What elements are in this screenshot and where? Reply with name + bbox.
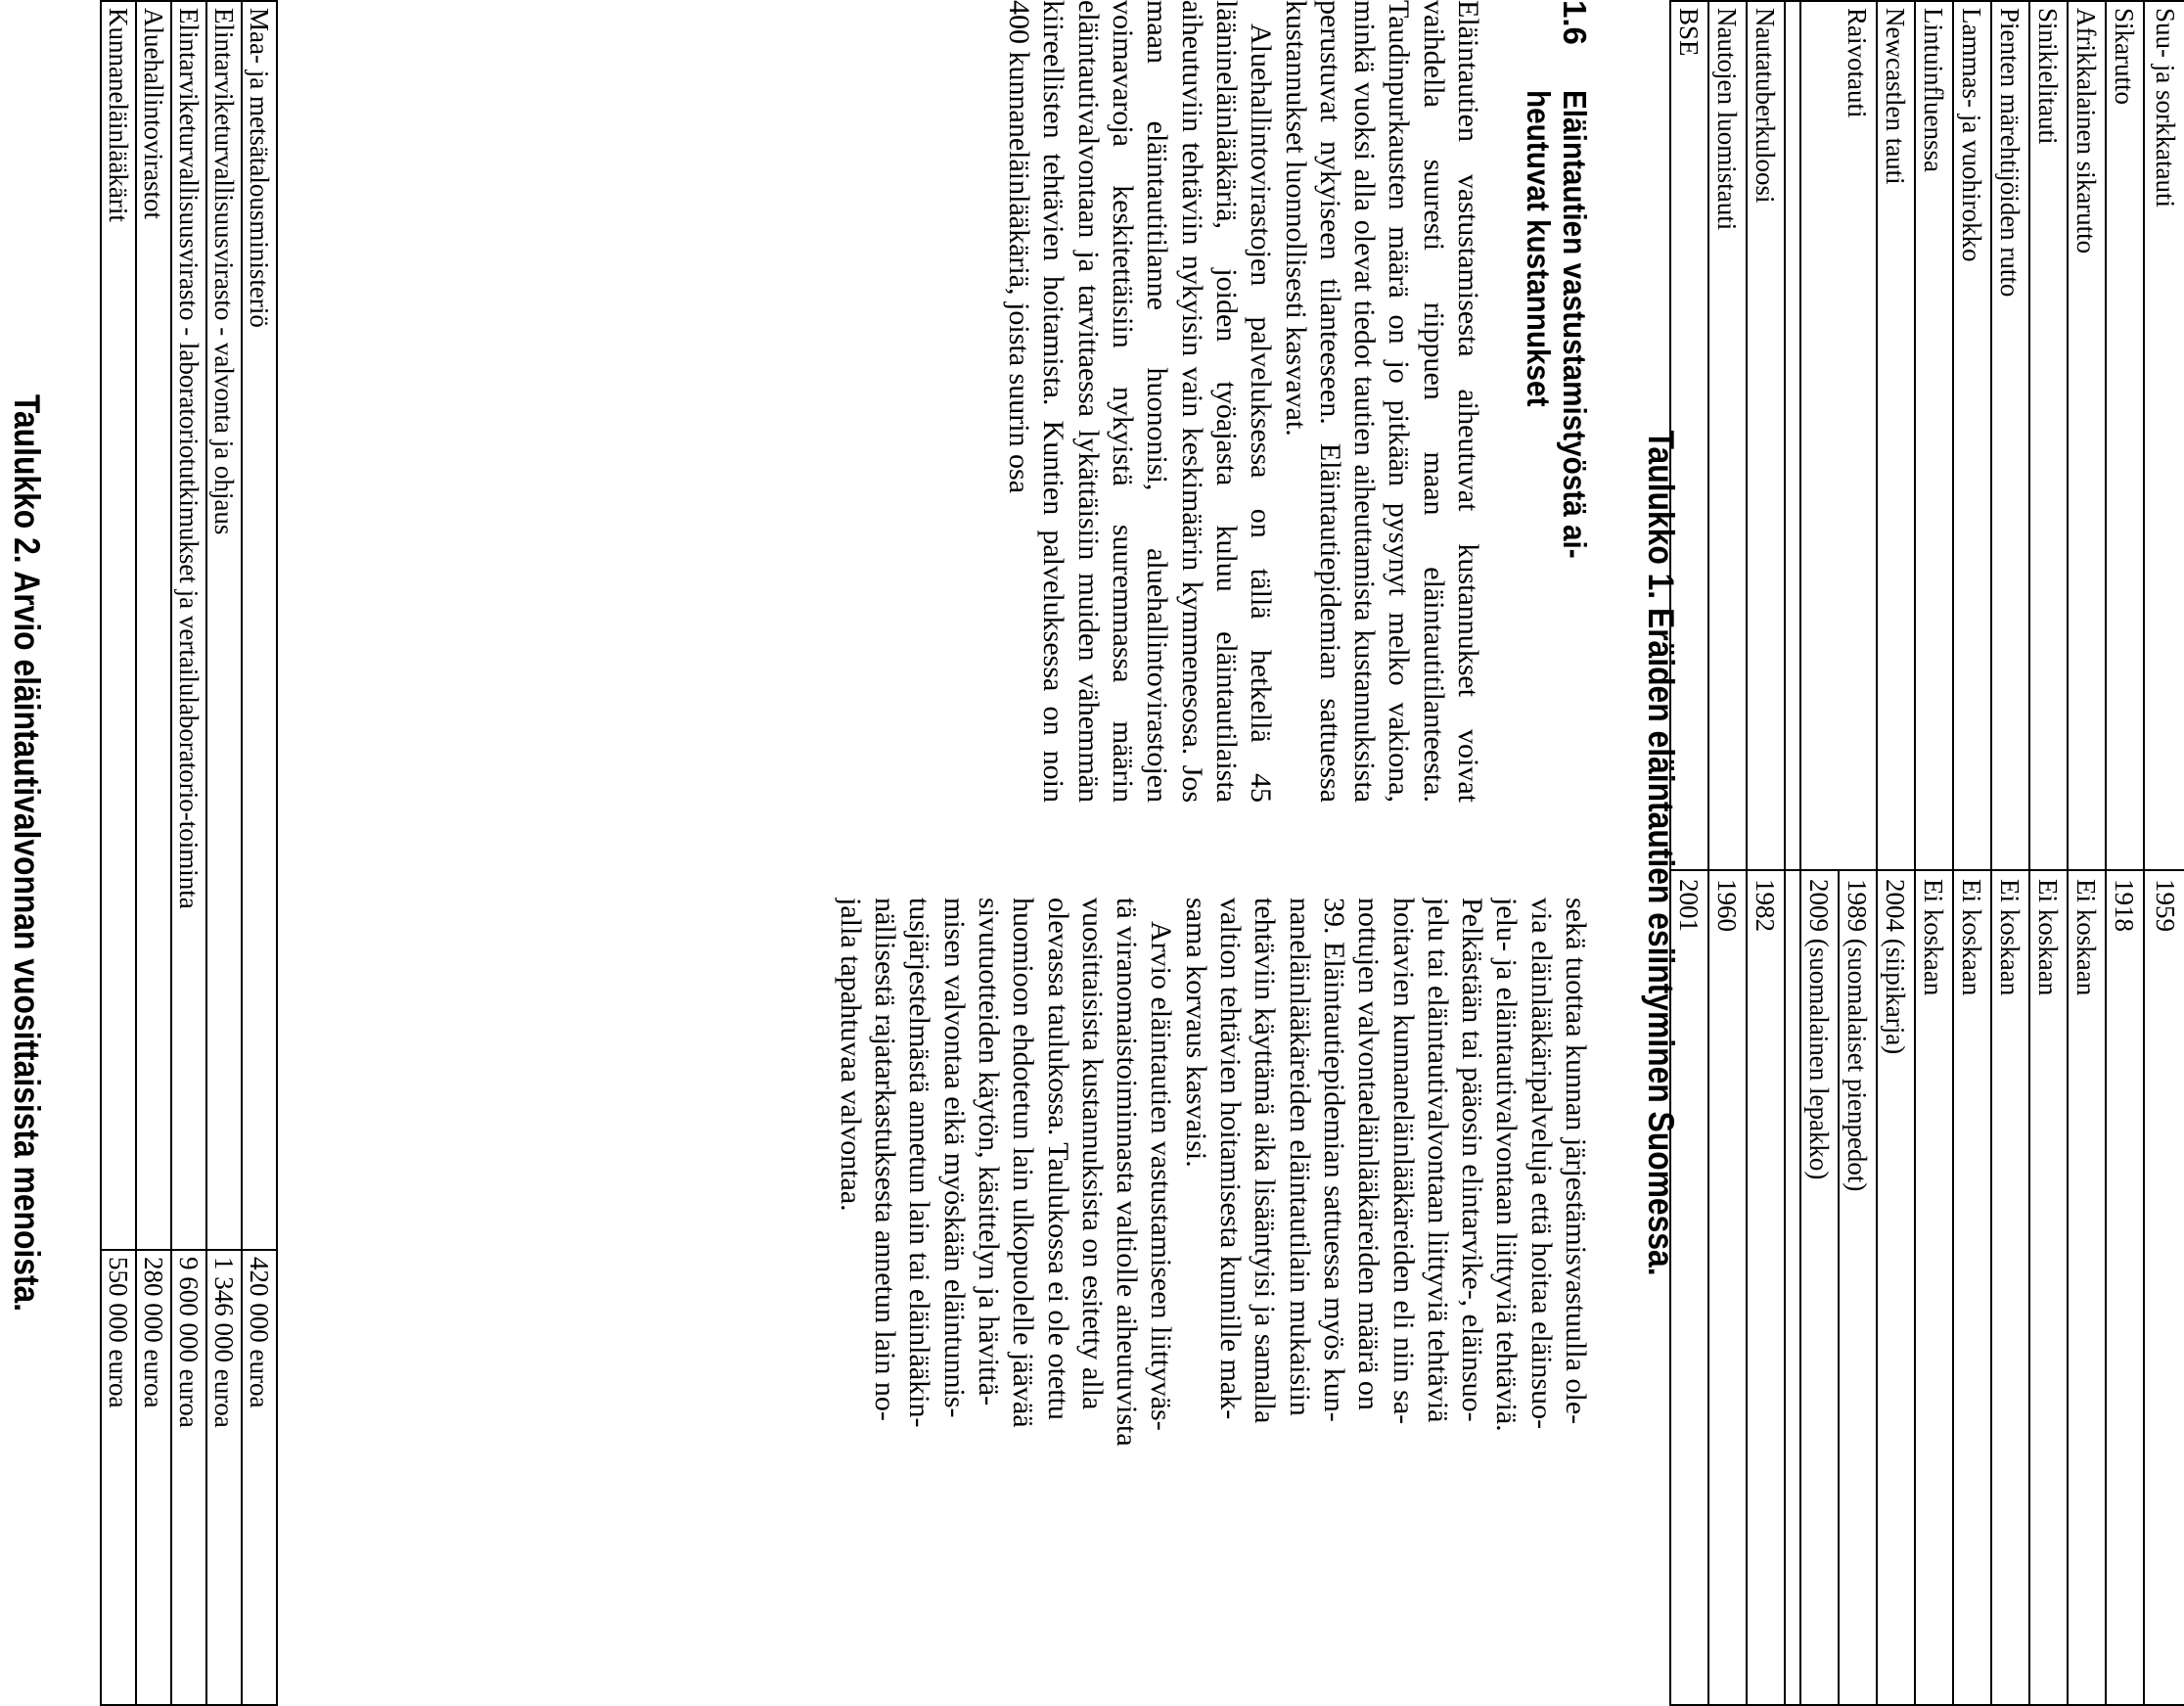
table1-caption: Taulukko 1. Eräiden eläintautien esiintyminen Suomessa. xyxy=(1641,430,1681,1276)
table-row xyxy=(2143,0,2184,1706)
text-line: hoitavien kunnaneläinlääkäreiden eli niin sa- xyxy=(1387,898,1420,1425)
agency-cell: Elintarviketurvallisuusvirasto - laboratoriotutkimukset ja vertailulaboratorio-toiminta xyxy=(172,0,205,1251)
table-row xyxy=(1952,0,1990,1706)
agency-cell: Aluehallintovirastot xyxy=(137,0,170,1251)
year-cell: Ei koskaan xyxy=(2030,871,2067,1706)
disease-cell: Sinikielitauti xyxy=(2030,0,2067,871)
text-line: olevassa taulukossa. Taulukossa ei ole otettu xyxy=(1041,898,1074,1420)
table-row xyxy=(135,0,170,1706)
text-line: jelu- ja eläintautivalvontaan liittyviä tehtäviä. xyxy=(1490,898,1524,1432)
text-line: vuosittaisista kustannuksista on esitetty alla xyxy=(1075,898,1109,1410)
cost-cell: 550 000 euroa xyxy=(102,1251,135,1706)
disease-cell xyxy=(1801,0,1838,871)
table-row xyxy=(100,0,135,1706)
annual-cost-table xyxy=(100,0,278,1706)
table-row xyxy=(2028,0,2067,1706)
text-line: jelu tai eläintautivalvontaan liittyviä tehtäviä xyxy=(1421,898,1454,1423)
text-line: tä viranomaistoiminnasta valtiolle aiheutuvista xyxy=(1111,898,1144,1447)
text-line: Arvio eläintautien vastustamiseen liittyväs- xyxy=(1145,921,1178,1431)
table-row xyxy=(1838,0,1876,1706)
disease-cell: Sikarutto xyxy=(2107,0,2143,871)
disease-cell: Afrikkalainen sikarutto xyxy=(2069,0,2105,871)
table-row xyxy=(1799,0,1838,1706)
year-cell: 1982 xyxy=(1748,871,1784,1706)
table-row xyxy=(2067,0,2105,1706)
cost-cell: 280 000 euroa xyxy=(137,1251,170,1706)
text-line: nällisestä rajatarkastuksesta annetun lain no- xyxy=(869,898,902,1421)
table-row xyxy=(1746,0,1784,1706)
cost-cell: 9 600 000 euroa xyxy=(172,1251,205,1706)
disease-cell: Lintuinfluenssa xyxy=(1916,0,1952,871)
table-row xyxy=(1784,0,1799,1706)
year-cell: 1989 (suomalaiset pienpedot) xyxy=(1838,871,1876,1706)
table-row xyxy=(1990,0,2028,1706)
cost-cell: 420 000 euroa xyxy=(243,1251,276,1706)
disease-cell: Nautatuberkuloosi xyxy=(1748,0,1784,871)
text-line: huomioon ehdotetun lain ulkopuolelle jäävää xyxy=(1007,898,1040,1428)
year-cell: Ei koskaan xyxy=(1916,871,1952,1706)
text-line: 39. Eläintautiepidemian sattuessa myös kun- xyxy=(1317,898,1350,1422)
table-row xyxy=(241,0,278,1706)
disease-cell: Pienten märehtijöiden rutto xyxy=(1992,0,2028,871)
disease-cell: Lammas- ja vuohirokko xyxy=(1954,0,1990,871)
disease-cell: BSE xyxy=(1671,0,1707,871)
text-line: misen valvontaa eikä myöskään eläintunnis- xyxy=(937,898,971,1418)
text-line: sekä tuottaa kunnan järjestämisvastuulla ole- xyxy=(1560,898,1592,1425)
agency-cell: Maa- ja metsätalousministeriö xyxy=(243,0,276,1251)
disease-cell: Newcastlen tauti xyxy=(1878,0,1914,871)
disease-cell: Nautojen luomistauti xyxy=(1709,0,1746,871)
table-row xyxy=(1914,0,1952,1706)
paragraph: Aluehallintovirastojen palveluksessa on tällä hetkellä 45 läänineläinlääkäriä, joiden työajasta kuluu eläintautilaista aiheutuviin tehtäviin nykyisin vain keskimäärin kymmenesosa. Jos maan eläintautitilanne huononisi, aluehallintovirastojen voimavaroja keskitettäisiin nykyistä suuremmassa määrin eläintautivalvontaan ja tarvittaessa lykättäisiin muiden vähemmän kiireellisten tehtävien hoitamista. Kuntien palveluksessa on noin 400 kunnaneläinlääkäriä, joista suurin osa xyxy=(1003,0,1278,803)
disease-cell xyxy=(1786,0,1799,871)
agency-cell: Elintarviketurvallisuusvirasto - valvonta ja ohjaus xyxy=(207,0,241,1251)
section-title-line: heutuvat kustannukset xyxy=(1521,90,1557,407)
cost-cell: 1 346 000 euroa xyxy=(207,1251,241,1706)
year-cell: 2004 (siipikarja) xyxy=(1878,871,1914,1706)
year-cell: 2001 xyxy=(1671,871,1707,1706)
text-line: via eläinlääkäripalveluja että hoitaa eläinsuo- xyxy=(1524,898,1558,1430)
table-row xyxy=(1876,0,1914,1706)
table-row xyxy=(2105,0,2143,1706)
agency-cell: Kunnaneläinlääkärit xyxy=(102,0,135,1251)
year-cell: 1918 xyxy=(2107,871,2143,1706)
text-line: nottujen valvontaeläinlääkäreiden määrä on xyxy=(1352,898,1386,1410)
disease-cell: Suu- ja sorkkatauti xyxy=(2145,0,2184,871)
table-row xyxy=(205,0,241,1706)
text-line: Pelkästään tai pääosin elintarvike-, eläinsuo- xyxy=(1456,898,1489,1422)
table2-caption: Taulukko 2. Arvio eläintautivalvonnan vuosittaisista menoista. xyxy=(7,393,47,1313)
text-line: valtion tehtävien hoitamisesta kunnille mak- xyxy=(1214,898,1248,1420)
text-line: jalla tapahtuvaa valvontaa. xyxy=(834,898,867,1212)
text-line: sivutuotteiden käytön, käsittelyn ja hävittä- xyxy=(972,898,1005,1406)
year-cell: 2009 (suomalainen lepakko) xyxy=(1801,871,1838,1706)
section-title-line: Eläintautien vastustamistyöstä ai- xyxy=(1557,90,1593,559)
year-cell: Ei koskaan xyxy=(2069,871,2105,1706)
right-text-column xyxy=(833,898,1593,1706)
section-title xyxy=(1521,90,1593,731)
text-line: sama korvaus kasvaisi. xyxy=(1179,898,1212,1168)
year-cell: 1960 xyxy=(1709,871,1746,1706)
text-line: tehtäviin käyttämä aika lisääntyisi ja samalla xyxy=(1249,898,1282,1424)
section-number: 1.6 xyxy=(1557,0,1593,45)
section-heading xyxy=(1521,0,1593,803)
table-row xyxy=(170,0,205,1706)
paragraph: Eläintautien vastustamisesta aiheutuvat kustannukset voivat vaihdella suuresti riippuen maan eläintautitilanteesta. Taudinpurkausten määrä on jo pitkään pysynyt melko vakiona, minkä vuoksi alla olevat tiedot tautien aiheuttamista kustannuksista perustuvat nykyiseen tilanteeseen. Eläintautiepidemian sattuessa kustannukset luonnollisesti kasvavat. xyxy=(1279,0,1484,803)
year-cell: 1959 xyxy=(2145,871,2184,1706)
year-cell xyxy=(1786,871,1799,1706)
text-line: naneläinlääkäreiden eläintautilain mukaisiin xyxy=(1283,898,1316,1416)
text-line: tusjärjestelmästä annetun lain tai eläinlääkin- xyxy=(903,898,936,1428)
table-row xyxy=(1707,0,1746,1706)
left-text-column xyxy=(1002,0,1593,803)
year-cell: Ei koskaan xyxy=(1954,871,1990,1706)
year-cell: Ei koskaan xyxy=(1992,871,2028,1706)
disease-occurrence-table xyxy=(1669,0,2184,1706)
disease-cell: Raivotauti xyxy=(1838,0,1876,871)
